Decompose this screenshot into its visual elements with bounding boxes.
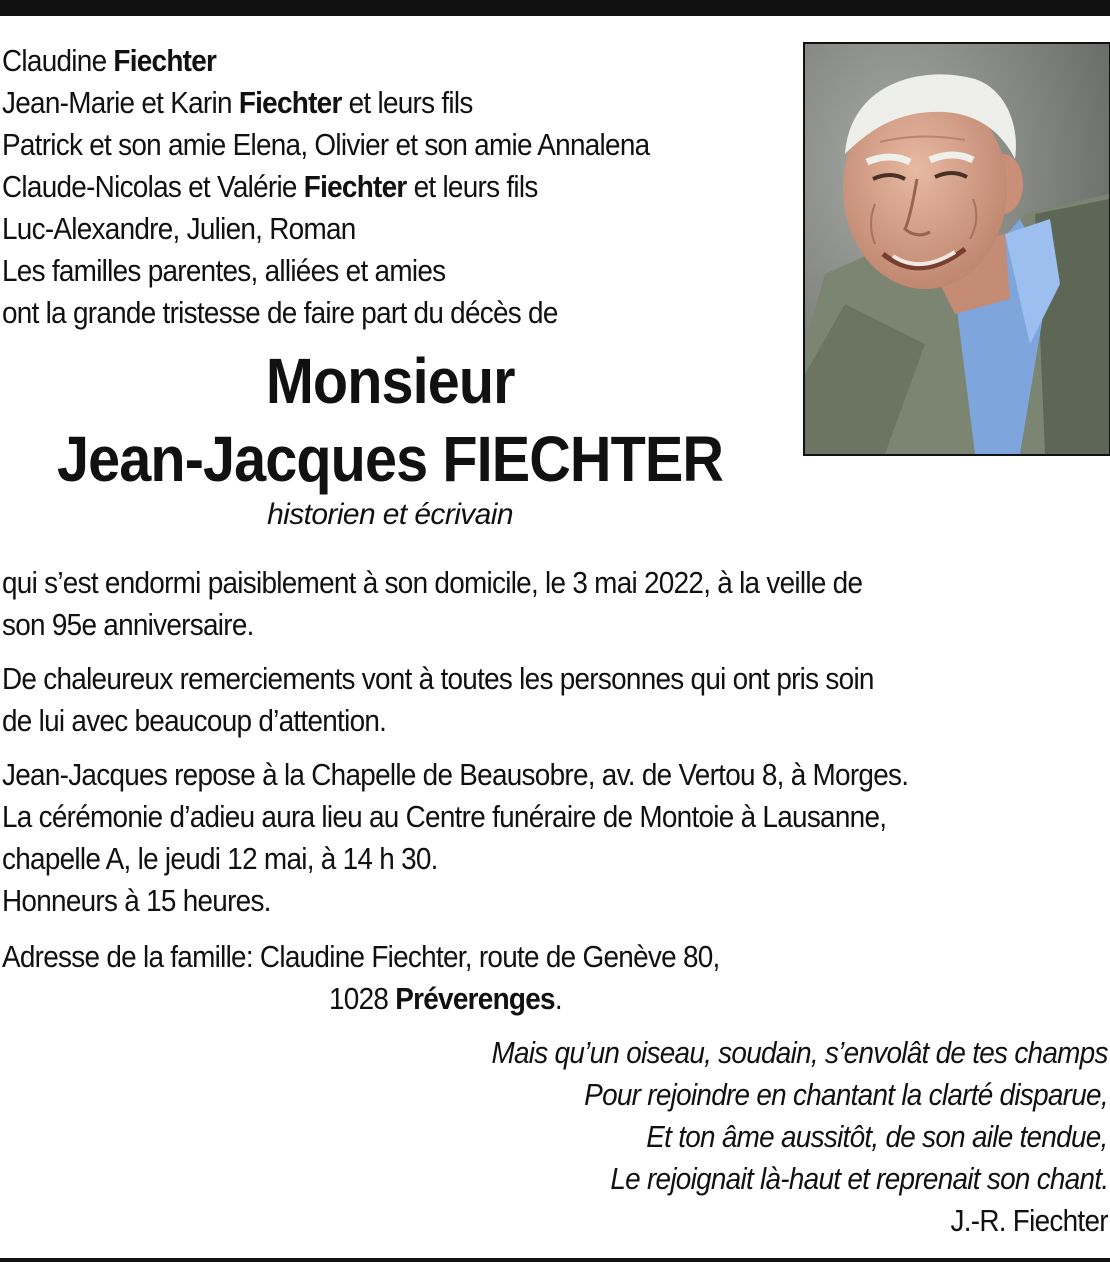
intro-line-5: Luc-Alexandre, Julien, Roman <box>2 211 356 246</box>
intro-line-4: Claude-Nicolas et Valérie Fiechter et leurs fils <box>2 169 538 204</box>
family-address-line-2: 1028 Préverenges. <box>329 981 562 1016</box>
intro-line-1: Claudine Fiechter <box>2 43 217 78</box>
intro-line-3: Patrick et son amie Elena, Olivier et son amie Annalena <box>2 127 650 162</box>
top-rule <box>0 0 1110 16</box>
body-paragraph-1-line-2: son 95e anniversaire. <box>2 607 254 642</box>
poem-author: J.-R. Fiechter <box>950 1203 1108 1238</box>
body-paragraph-3-line-4: Honneurs à 15 heures. <box>2 883 271 918</box>
body-paragraph-2-line-2: de lui avec beaucoup d’attention. <box>2 703 387 738</box>
bottom-rule <box>0 1258 1110 1262</box>
poem-line-2: Pour rejoindre en chantant la clarté disparue, <box>584 1077 1108 1112</box>
intro-line-2: Jean-Marie et Karin Fiechter et leurs fils <box>2 85 473 120</box>
intro-line-7: ont la grande tristesse de faire part du décès de <box>2 295 558 330</box>
portrait-photo <box>803 42 1110 456</box>
occupation-subtitle: historien et écrivain <box>267 498 513 531</box>
family-address-line-1: Adresse de la famille: Claudine Fiechter, route de Genève 80, <box>2 939 720 974</box>
body-paragraph-2-line-1: De chaleureux remerciements vont à toutes les personnes qui ont pris soin <box>2 661 874 696</box>
body-paragraph-3-line-1: Jean-Jacques repose à la Chapelle de Beausobre, av. de Vertou 8, à Morges. <box>2 757 909 792</box>
poem-line-1: Mais qu’un oiseau, soudain, s’envolât de tes champs <box>491 1035 1108 1070</box>
honorific-heading: Monsieur <box>265 345 515 417</box>
body-paragraph-1-line-1: qui s’est endormi paisiblement à son domicile, le 3 mai 2022, à la veille de <box>2 565 863 600</box>
body-paragraph-3-line-2: La cérémonie d’adieu aura lieu au Centre funéraire de Montoie à Lausanne, <box>2 799 887 834</box>
deceased-name-heading: Jean-Jacques FIECHTER <box>56 423 724 495</box>
body-paragraph-3-line-3: chapelle A, le jeudi 12 mai, à 14 h 30. <box>2 841 438 876</box>
poem-line-4: Le rejoignait là-haut et reprenait son chant. <box>609 1161 1108 1196</box>
poem-line-3: Et ton âme aussitôt, de son aile tendue, <box>646 1119 1108 1154</box>
intro-line-6: Les familles parentes, alliées et amies <box>2 253 446 288</box>
